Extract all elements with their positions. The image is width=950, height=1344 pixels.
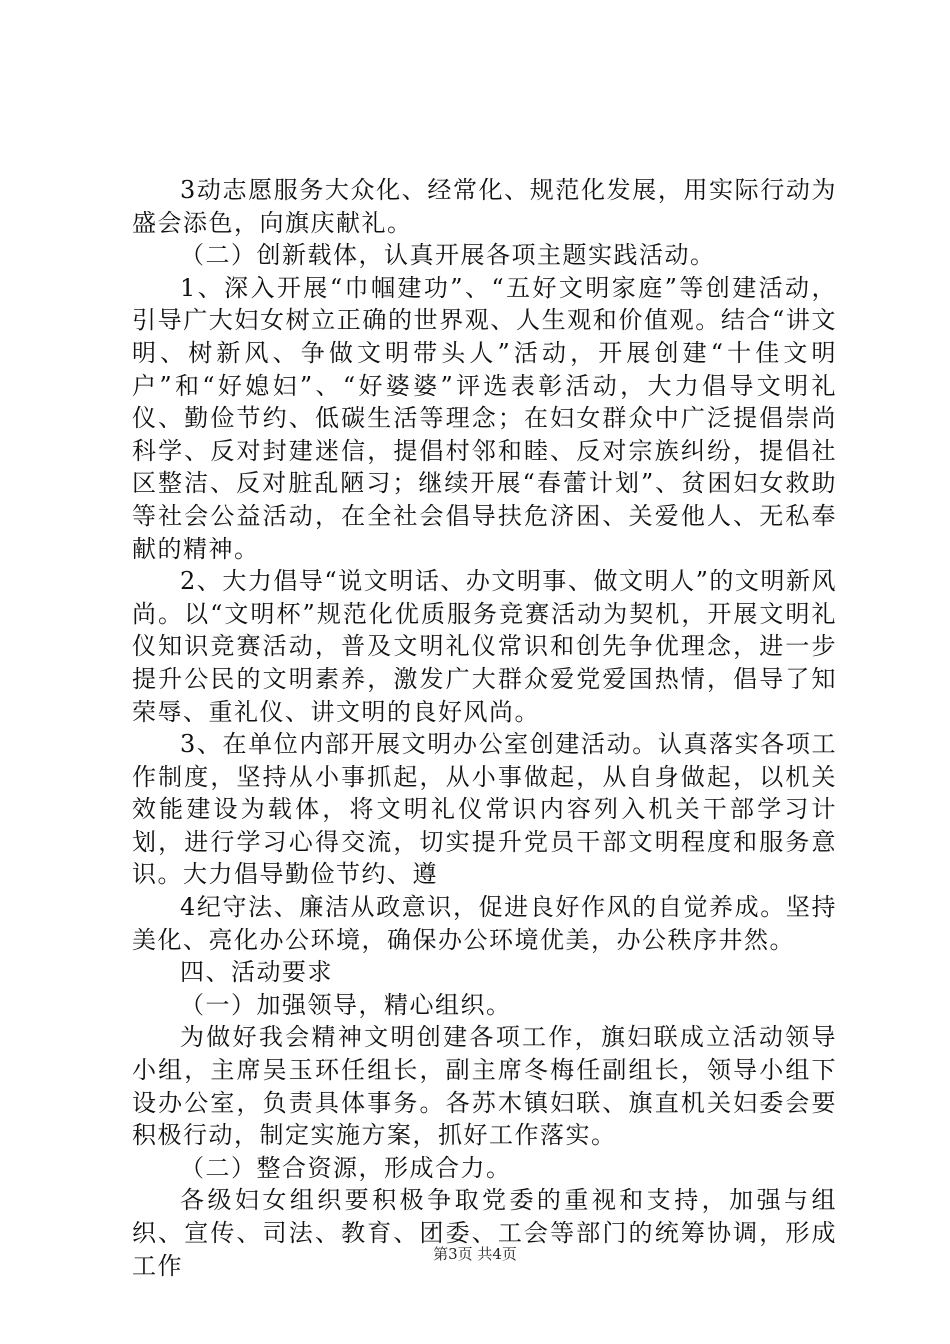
paragraph-item-3-continued: 4纪守法、廉洁从政意识，促进良好作风的自觉养成。坚持美化、亮化办公环境，确保办公环境优美，办公秩序井然。 [132, 893, 837, 954]
paragraph-volunteer-service: 3动志愿服务大众化、经常化、规范化发展，用实际行动为盛会添色，向旗庆献礼。 [132, 176, 837, 237]
paragraph-leadership: 为做好我会精神文明创建各项工作，旗妇联成立活动领导小组，主席吴玉环任组长，副主席冬梅任副组长，领导小组下设办公室，负责具体事务。各苏木镇妇联、旗直机关妇委会要积极行动，制定实施方案，抓好工作落实。 [132, 1023, 837, 1150]
subheading-innovate-carriers: （二）创新载体，认真开展各项主题实践活动。 [180, 241, 716, 270]
paragraph-item-3: 3、在单位内部开展文明办公室创建活动。认真落实各项工作制度，坚持从小事抓起，从小事做起，从自身做起，以机关效能建设为载体，将文明礼仪常识内容列入机关干部学习计划，进行学习心得交流，切实提升党员干部文明程度和服务意识。大力倡导勤俭节约、遵 [132, 730, 837, 889]
paragraph-resources: 各级妇女组织要积极争取党委的重视和支持，加强与组织、宣传、司法、教育、团委、工会等部门的统筹协调，形成工作 [132, 1186, 837, 1280]
document-body [132, 174, 837, 1282]
subheading-leadership: （一）加强领导，精心组织。 [180, 990, 512, 1019]
subheading-resources: （二）整合资源，形成合力。 [180, 1153, 512, 1182]
paragraph-item-2: 2、大力倡导“说文明话、办文明事、做文明人”的文明新风尚。以“文明杯”规范化优质服务竞赛活动为契机，开展文明礼仪知识竞赛活动，普及文明礼仪常识和创先争优理念，进一步提升公民的文明素养，激发广大群众爱党爱国热情，倡导了知荣辱、重礼仪、讲文明的良好风尚。 [132, 567, 837, 726]
page-number-label: 第3页 共4页 [433, 1245, 517, 1263]
page-footer [0, 1244, 950, 1264]
paragraph-item-1: 1、深入开展“巾帼建功”、“五好文明家庭”等创建活动，引导广大妇女树立正确的世界观、人生观和价值观。结合“讲文明、树新风、争做文明带头人”活动，开展创建“十佳文明户”和“好媳妇”、“好婆婆”评选表彰活动，大力倡导文明礼仪、勤俭节约、低碳生活等理念；在妇女群众中广泛提倡崇尚科学、反对封建迷信，提倡村邻和睦、反对宗族纠纷，提倡社区整洁、反对脏乱陋习；继续开展“春蕾计划”、贫困妇女救助等社会公益活动，在全社会倡导扶危济困、关爱他人、无私奉献的精神。 [132, 273, 837, 563]
section-heading-requirements: 四、活动要求 [180, 958, 333, 987]
